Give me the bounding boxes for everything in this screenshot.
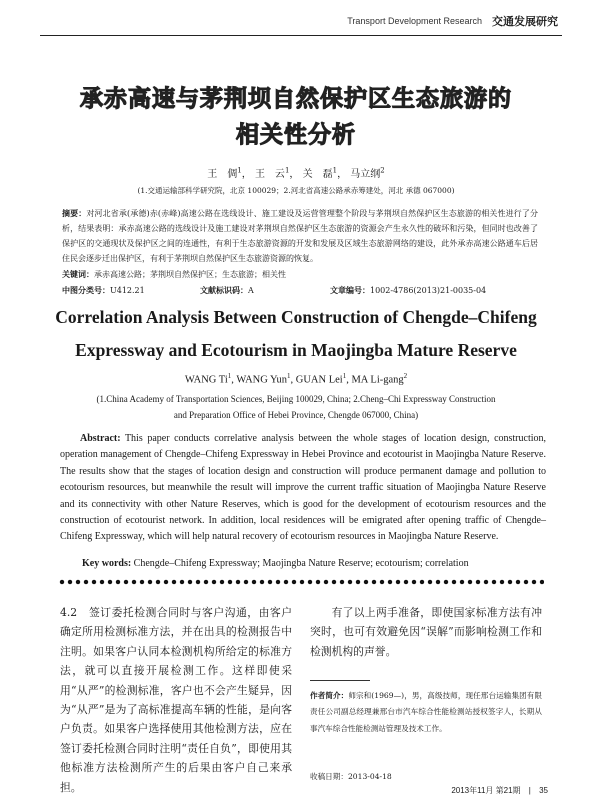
keywords-cn-label: 关键词：	[62, 269, 94, 279]
document-code: 文献标识码：A	[200, 285, 254, 295]
author-cn: 王 云	[254, 169, 285, 180]
authors-en: WANG Ti$^1$, WANG Yun$^1$, GUAN Lei$^1$, MA Li-gang$^2$	[184, 372, 408, 386]
received-date: 收稿日期：2013-04-18	[310, 772, 392, 781]
article-number: 文章编号：1002-4786(2013)21-0035-04	[330, 285, 487, 295]
author-cn: 马立纲	[350, 169, 381, 180]
affiliation-en: (1.China Academy of Transportation Sciences, Beijing 100029, China; 2.Cheng–Chi Expressway Construction and Preparation Office of Hebei Province, Chengde 067000, China)	[96, 394, 496, 420]
author-bio-label: 作者简介：	[310, 691, 349, 700]
body-right-column: 有了以上两手准备，即使国家标准方法有冲突时，也可有效避免因“误解”而影响检测工作和检测机构的声誉。	[310, 606, 542, 658]
authors-cn: 王 倜$^1$， 王 云$^1$， 关 磊$^1$， 马立纲$^2$	[207, 166, 385, 180]
author-sup: 1	[284, 166, 290, 175]
affiliation-cn: (1.交通运输部科学研究院，北京 100029；2.河北省高速公路承赤筹建处，河北 承德 067000)	[137, 186, 455, 195]
title-cn-line2: 相关性分析	[236, 122, 356, 148]
author-cn: 王 倜	[207, 169, 238, 180]
footer-separator: |	[528, 786, 531, 795]
author-sup: 2	[380, 166, 385, 175]
keywords-cn	[62, 269, 538, 280]
header-rule	[40, 35, 562, 36]
author-bio-text: 师宗和(1969—)，男，高级技师，现任邢台运输集团有限责任公司副总经理兼邢台市汽车综合性能检测站授权签字人，长期从事汽车综合性能检测站管理及技术工作。	[310, 691, 543, 733]
author-bio	[310, 688, 542, 737]
author-sup: 1	[237, 166, 242, 175]
title-en-line1: Correlation Analysis Between Construction of Chengde–Chifeng	[55, 307, 537, 327]
page-footer	[451, 785, 548, 796]
abstract-en-label: Abstract:	[80, 433, 121, 444]
issue-info: 2013年11月 第21期	[451, 786, 521, 795]
abstract-cn	[62, 206, 538, 266]
title-en-line2: Expressway and Ecotourism in Maojingba Mature Reserve	[75, 340, 517, 360]
keywords-cn-text: 承赤高速公路；茅荆坝自然保护区；生态旅游；相关性	[94, 270, 286, 279]
clc-number: 中图分类号：U412.21	[62, 285, 145, 295]
page-number: 35	[539, 786, 548, 795]
footnote-rule	[310, 680, 370, 681]
star-divider	[58, 578, 544, 586]
abstract-en-text: This paper conducts correlative analysis between the whole stages of location design, construction, operation management of Chengde–Chifeng Expressway in Hebei Province and ecotourist in Maojingba Nature Reserve. The results show that the stages of location design and construction will produce permanent damage and pollution to ecotourism resources, but meanwhile the result will improve the current traffic situation of Maojingba Nature Reserve and its connectivity with other Nature Reserves, which is good for the development of ecotourism resources and the construction of ecotourist network. In addition, local residences will be emigrated after opening traffic of Chengde–Chifeng Expressway, which will help natural recovery of ecotourism resources in Maojingba Nature Reserve.	[60, 433, 546, 543]
abstract-en	[60, 431, 546, 546]
journal-name-cn: 交通发展研究	[492, 15, 558, 28]
body-left-column: 4.2 签订委托检测合同时与客户沟通，由客户确定所用检测标准方法，并在出具的检测报告中注明。如果客户认同本检测机构所给定的标准方法，就可以直接开展检测工作。这样即使采用“从严”的检测标准，客户也不会产生疑异，因为“从严”是为了高标准提高车辆的性能，是向客户负责。如果客户选择使用其他检测方法，应在签订委托检测合同时注明“责任自负”，即使用其他标准方法检测所产生的后果由客户自己来承担。	[60, 606, 292, 794]
keywords-en-text: Chengde–Chifeng Expressway; Maojingba Nature Reserve; ecotourism; correlation	[131, 558, 469, 569]
author-cn: 关 磊	[302, 169, 333, 180]
journal-name-en: Transport Development Research	[347, 16, 482, 26]
title-cn-line1: 承赤高速与茅荆坝自然保护区生态旅游的	[80, 86, 512, 112]
keywords-en-label: Key words:	[82, 558, 132, 569]
abstract-cn-label: 摘要：	[62, 208, 87, 218]
abstract-cn-text: 对河北省承(承德)赤(赤峰)高速公路在选线设计、施工建设及运营管理整个阶段与茅荆坝自然保护区生态旅游的相关性进行了分析，结果表明：承赤高速公路的选线设计及施工建设对茅荆坝自然保护区生态旅游的资源会产生永久性的破坏和污染，但同时也改善了保护区的交通现状及保护区之间的连通性，有利于生态旅游资源的开发和发展及区域生态旅游网络的建设，此外承赤高速公路通车后居住民会逐步迁出保护区，有利于茅荆坝自然保护区生态旅游资源的恢复。	[62, 209, 539, 263]
keywords-en	[82, 558, 542, 569]
author-sup: 1	[332, 166, 338, 175]
